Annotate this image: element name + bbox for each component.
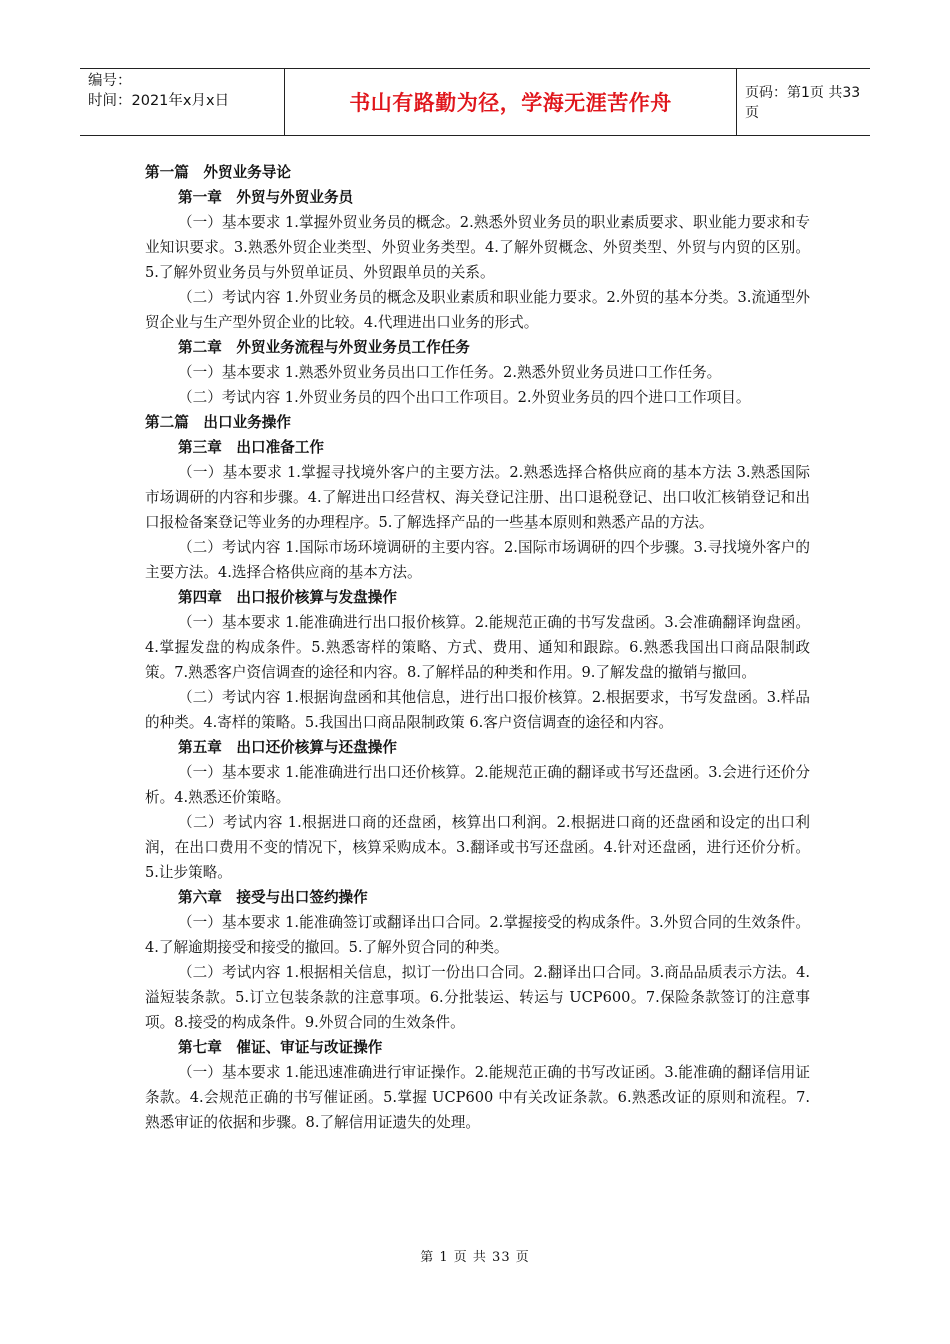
chapter-heading: 第七章 催证、审证与改证操作 — [178, 1039, 383, 1056]
header-page-info — [737, 69, 870, 135]
part-heading: 第一篇 外贸业务导论 — [145, 164, 291, 181]
date-label: 时间：2021年x月x日 — [88, 93, 230, 109]
body-paragraph: （一）基本要求 1.能迅速准确进行审证操作。2.能规范正确的书写改证函。3.能准确的翻译信用证条款。4.会规范正确的书写催证函。5.掌握 UCP600 中有关改证条款。6.熟悉改证的原则和流程。7.熟悉审证的依据和步骤。8.了解信用证遗失的处理。 — [145, 1064, 810, 1131]
body-paragraph: （一）基本要求 1.掌握外贸业务员的概念。2.熟悉外贸业务员的职业素质要求、职业能力要求和专业知识要求。3.熟悉外贸企业类型、外贸业务类型。4.了解外贸概念、外贸类型、外贸与内贸的区别。5.了解外贸业务员与外贸单证员、外贸跟单员的关系。 — [145, 214, 810, 281]
page-info: 页码：第1页 共33页 — [745, 85, 861, 121]
header-motto-cell — [285, 69, 737, 135]
page-footer: 第 1 页 共 33 页 — [420, 1250, 530, 1265]
document-body — [145, 160, 810, 1135]
chapter-heading: 第四章 出口报价核算与发盘操作 — [178, 589, 397, 606]
code-label: 编号： — [88, 73, 132, 89]
document-header — [80, 68, 870, 136]
body-paragraph: （一）基本要求 1.熟悉外贸业务员出口工作任务。2.熟悉外贸业务员进口工作任务。 — [178, 364, 722, 381]
header-meta — [80, 69, 285, 135]
body-paragraph: （二）考试内容 1.根据相关信息，拟订一份出口合同。2.翻译出口合同。3.商品品质表示方法。4.溢短装条款。5.订立包装条款的注意事项。6.分批装运、转运与 UCP600。7.保险条款签订的注意事项。8.接受的构成条件。9.外贸合同的生效条件。 — [145, 964, 810, 1031]
chapter-heading: 第三章 出口准备工作 — [178, 439, 324, 456]
body-paragraph: （二）考试内容 1.根据询盘函和其他信息，进行出口报价核算。2.根据要求，书写发盘函。3.样品的种类。4.寄样的策略。5.我国出口商品限制政策 6.客户资信调查的途径和内容。 — [145, 689, 810, 731]
chapter-heading: 第五章 出口还价核算与还盘操作 — [178, 739, 397, 756]
body-paragraph: （一）基本要求 1.掌握寻找境外客户的主要方法。2.熟悉选择合格供应商的基本方法 3.熟悉国际市场调研的内容和步骤。4.了解进出口经营权、海关登记注册、出口退税登记、出口收汇核销登记和出口报检备案登记等业务的办理程序。5.了解选择产品的一些基本原则和熟悉产品的方法。 — [145, 464, 810, 531]
body-paragraph: （一）基本要求 1.能准确进行出口报价核算。2.能规范正确的书写发盘函。3.会准确翻译询盘函。4.掌握发盘的构成条件。5.熟悉寄样的策略、方式、费用、通知和跟踪。6.熟悉我国出口商品限制政策。7.熟悉客户资信调查的途径和内容。8.了解样品的种类和作用。9.了解发盘的撤销与撤回。 — [145, 614, 810, 681]
body-paragraph: （二）考试内容 1.外贸业务员的概念及职业素质和职业能力要求。2.外贸的基本分类。3.流通型外贸企业与生产型外贸企业的比较。4.代理进出口业务的形式。 — [145, 289, 810, 331]
body-paragraph: （二）考试内容 1.外贸业务员的四个出口工作项目。2.外贸业务员的四个进口工作项目。 — [178, 389, 751, 406]
body-paragraph: （一）基本要求 1.能准确签订或翻译出口合同。2.掌握接受的构成条件。3.外贸合同的生效条件。4.了解逾期接受和接受的撤回。5.了解外贸合同的种类。 — [145, 914, 810, 956]
chapter-heading: 第一章 外贸与外贸业务员 — [178, 189, 354, 206]
motto: 书山有路勤为径，学海无涯苦作舟 — [349, 91, 672, 115]
chapter-heading: 第六章 接受与出口签约操作 — [178, 889, 368, 906]
part-heading: 第二篇 出口业务操作 — [145, 414, 291, 431]
chapter-heading: 第二章 外贸业务流程与外贸业务员工作任务 — [178, 339, 470, 356]
body-paragraph: （一）基本要求 1.能准确进行出口还价核算。2.能规范正确的翻译或书写还盘函。3.会进行还价分析。4.熟悉还价策略。 — [145, 764, 810, 806]
body-paragraph: （二）考试内容 1.国际市场环境调研的主要内容。2.国际市场调研的四个步骤。3.寻找境外客户的主要方法。4.选择合格供应商的基本方法。 — [145, 539, 810, 581]
body-paragraph: （二）考试内容 1.根据进口商的还盘函，核算出口利润。2.根据进口商的还盘函和设定的出口利润，在出口费用不变的情况下，核算采购成本。3.翻译或书写还盘函。4.针对还盘函，进行还价分析。5.让步策略。 — [145, 814, 810, 881]
